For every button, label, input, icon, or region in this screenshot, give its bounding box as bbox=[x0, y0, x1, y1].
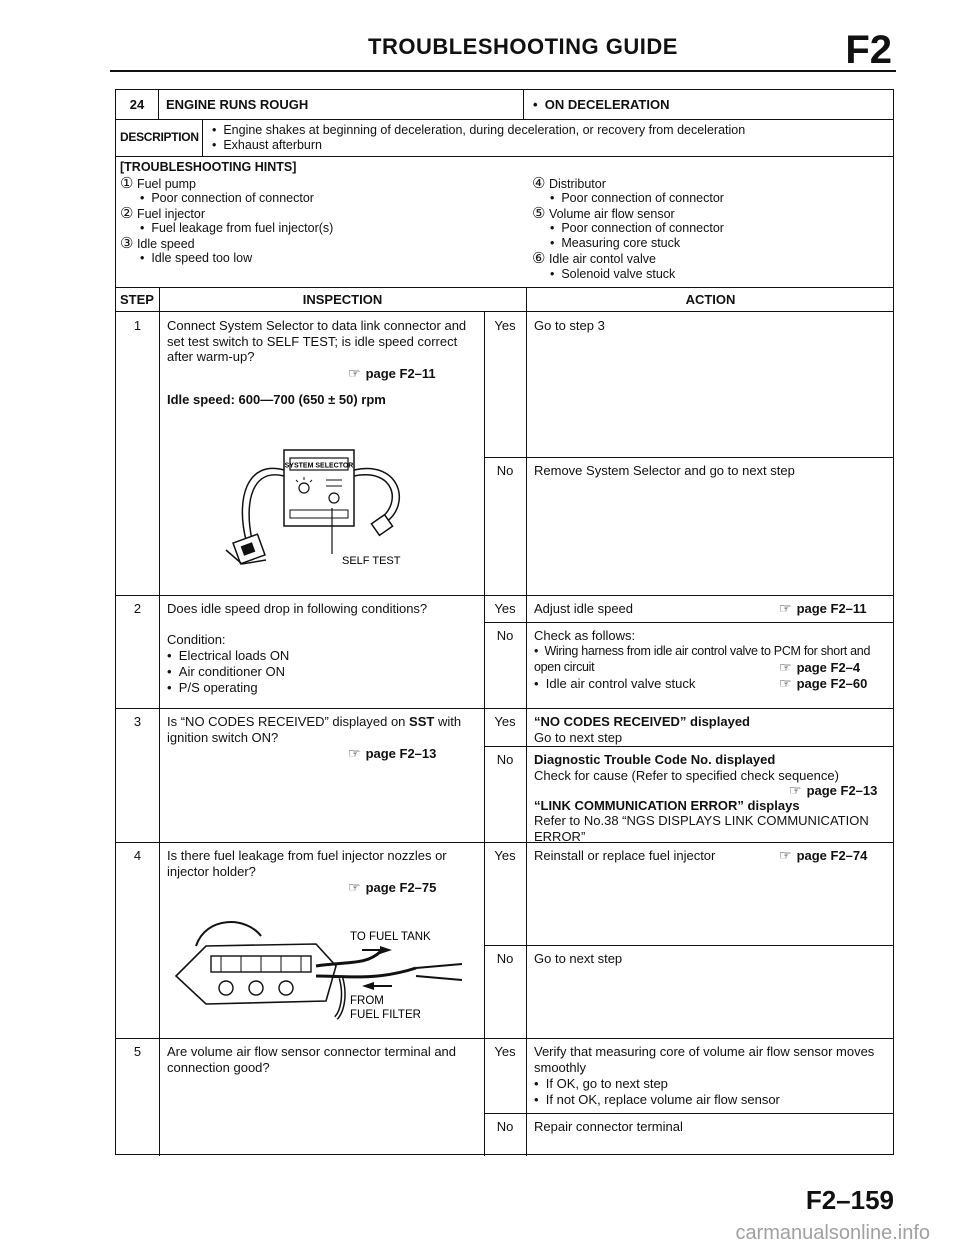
action-no: Refer to No.38 “NGS DISPLAYS LINK COMMUNICATION ERROR” bbox=[534, 813, 869, 844]
step-number: 5 bbox=[133, 1044, 142, 1059]
action-yes: Reinstall or replace fuel injector bbox=[534, 848, 716, 863]
idle-spec: Idle speed: 600—700 (650 ± 50) rpm bbox=[167, 392, 386, 407]
selector-label: SYSTEM SELECTOR bbox=[284, 462, 354, 470]
hand-pointer-icon: ☞ bbox=[779, 847, 792, 863]
hand-pointer-icon: ☞ bbox=[348, 745, 361, 761]
answer-no: No bbox=[496, 951, 514, 966]
answer-yes: Yes bbox=[494, 1044, 516, 1059]
hint-sub: • Solenoid valve stuck bbox=[550, 267, 675, 282]
symptom-row bbox=[116, 90, 893, 120]
step-5 bbox=[116, 1038, 893, 1156]
check-item: • Wiring harness from idle air control valve to PCM for short and open circuit bbox=[534, 644, 890, 675]
step-4 bbox=[116, 842, 893, 1038]
action-no: Repair connector terminal bbox=[534, 1119, 683, 1134]
hint-item: ⑤ Volume air flow sensor bbox=[532, 205, 675, 222]
hint-sub: • Measuring core stuck bbox=[550, 236, 680, 251]
action-yes-title: “NO CODES RECEIVED” displayed bbox=[534, 714, 750, 729]
action-yes: Go to step 3 bbox=[534, 318, 605, 333]
page-ref: ☞ page F2–13 bbox=[348, 745, 437, 761]
hint-sub: • Poor connection of connector bbox=[550, 191, 724, 206]
page-title: TROUBLESHOOTING GUIDE bbox=[368, 34, 678, 59]
hint-item: ③ Idle speed bbox=[120, 235, 195, 252]
hint-item: ④ Distributor bbox=[532, 175, 606, 192]
header-action: ACTION bbox=[685, 292, 736, 307]
description-row bbox=[116, 120, 893, 157]
hint-sub: • Poor connection of connector bbox=[140, 191, 314, 206]
action-yes-item: • If OK, go to next step bbox=[534, 1076, 668, 1092]
action-yes-item: • If not OK, replace volume air flow sensor bbox=[534, 1092, 780, 1108]
hand-pointer-icon: ☞ bbox=[779, 659, 792, 675]
symptom-title: ENGINE RUNS ROUGH bbox=[166, 97, 309, 112]
hints-section bbox=[116, 157, 893, 288]
page-ref: ☞ page F2–60 bbox=[779, 675, 868, 691]
hint-sub: • Poor connection of connector bbox=[550, 221, 724, 236]
answer-yes: Yes bbox=[494, 714, 516, 729]
answer-yes: Yes bbox=[494, 318, 516, 333]
header-step: STEP bbox=[120, 292, 154, 307]
hint-item: ② Fuel injector bbox=[120, 205, 206, 222]
page-ref: ☞ page F2–11 bbox=[348, 365, 436, 381]
action-no-title: Diagnostic Trouble Code No. displayed bbox=[534, 752, 776, 767]
check-item: • Idle air control valve stuck bbox=[534, 676, 695, 692]
system-selector-figure bbox=[206, 430, 426, 570]
action-yes: Verify that measuring core of volume air flow sensor moves smoothly bbox=[534, 1044, 875, 1075]
action-yes: Adjust idle speed bbox=[534, 601, 634, 616]
table-header bbox=[116, 288, 893, 312]
action-yes: Go to next step bbox=[534, 730, 623, 745]
condition-item: • Air conditioner ON bbox=[167, 664, 285, 680]
condition-item: • P/S operating bbox=[167, 680, 258, 696]
hand-pointer-icon: ☞ bbox=[348, 879, 361, 895]
step-number: 3 bbox=[133, 714, 142, 729]
condition-item: • Electrical loads ON bbox=[167, 648, 289, 664]
answer-yes: Yes bbox=[494, 848, 516, 863]
action-no: Check for cause (Refer to specified check sequence) bbox=[534, 768, 839, 783]
fuel-filter-label: FUEL FILTER bbox=[350, 1009, 421, 1021]
action-no: Remove System Selector and go to next step bbox=[534, 463, 795, 478]
action-no: Go to next step bbox=[534, 951, 623, 966]
page-ref: ☞ page F2–4 bbox=[779, 659, 861, 675]
page-ref: ☞ page F2–11 bbox=[779, 600, 867, 616]
hint-sub: • Fuel leakage from fuel injector(s) bbox=[140, 221, 333, 236]
condition-label: Condition: bbox=[167, 632, 226, 647]
to-fuel-tank-label: TO FUEL TANK bbox=[350, 931, 431, 943]
page-number: F2–159 bbox=[805, 1185, 894, 1215]
header-rule bbox=[110, 70, 896, 72]
section-code: F2 bbox=[845, 28, 892, 72]
hand-pointer-icon: ☞ bbox=[779, 600, 792, 616]
symptom-condition: • ON DECELERATION bbox=[533, 97, 670, 112]
hint-item: ⑥ Idle air contol valve bbox=[532, 250, 656, 267]
step-number: 2 bbox=[133, 601, 142, 616]
hand-pointer-icon: ☞ bbox=[348, 365, 361, 381]
step-number: 4 bbox=[133, 848, 142, 863]
troubleshooting-sheet bbox=[115, 89, 894, 1155]
step-number: 1 bbox=[133, 318, 142, 333]
page-ref: ☞ page F2–75 bbox=[348, 879, 437, 895]
step-2 bbox=[116, 595, 893, 708]
action-no-title: “LINK COMMUNICATION ERROR” displays bbox=[534, 798, 800, 813]
page-header bbox=[110, 30, 896, 72]
answer-no: No bbox=[496, 463, 514, 478]
watermark: carmanualsonline.info bbox=[735, 1222, 930, 1242]
step-inspection: Does idle speed drop in following conditions? bbox=[167, 601, 428, 616]
header-inspection: INSPECTION bbox=[302, 292, 383, 307]
answer-no: No bbox=[496, 752, 514, 767]
step-inspection: Is “NO CODES RECEIVED” displayed on SST with ignition switch ON? bbox=[167, 714, 462, 745]
description-label: DESCRIPTION bbox=[120, 130, 199, 144]
answer-no: No bbox=[496, 628, 514, 643]
hand-pointer-icon: ☞ bbox=[779, 675, 792, 691]
fuel-rail-figure bbox=[166, 906, 466, 1024]
symptom-number: 24 bbox=[129, 97, 145, 112]
step-inspection: Are volume air flow sensor connector terminal and connection good? bbox=[167, 1044, 457, 1075]
hints-heading: [TROUBLESHOOTING HINTS] bbox=[120, 160, 297, 174]
step-3 bbox=[116, 708, 893, 842]
answer-no: No bbox=[496, 1119, 514, 1134]
step-1 bbox=[116, 312, 893, 595]
page-ref: ☞ page F2–13 bbox=[789, 782, 878, 798]
action-no: Check as follows: bbox=[534, 628, 636, 643]
page-ref: ☞ page F2–74 bbox=[779, 847, 868, 863]
from-label: FROM bbox=[350, 995, 384, 1007]
step-inspection: Connect System Selector to data link connector and set test switch to SELF TEST; is idle speed correct after warm-up? bbox=[167, 318, 467, 364]
self-test-label: SELF TEST bbox=[342, 555, 401, 567]
hint-sub: • Idle speed too low bbox=[140, 251, 252, 266]
hint-item: ① Fuel pump bbox=[120, 175, 196, 192]
description-item: • Engine shakes at beginning of deceleration, during deceleration, or recovery from deceleration bbox=[212, 123, 745, 138]
step-inspection: Is there fuel leakage from fuel injector nozzles or injector holder? bbox=[167, 848, 447, 879]
answer-yes: Yes bbox=[494, 601, 516, 616]
hand-pointer-icon: ☞ bbox=[789, 782, 802, 798]
description-item: • Exhaust afterburn bbox=[212, 138, 322, 153]
